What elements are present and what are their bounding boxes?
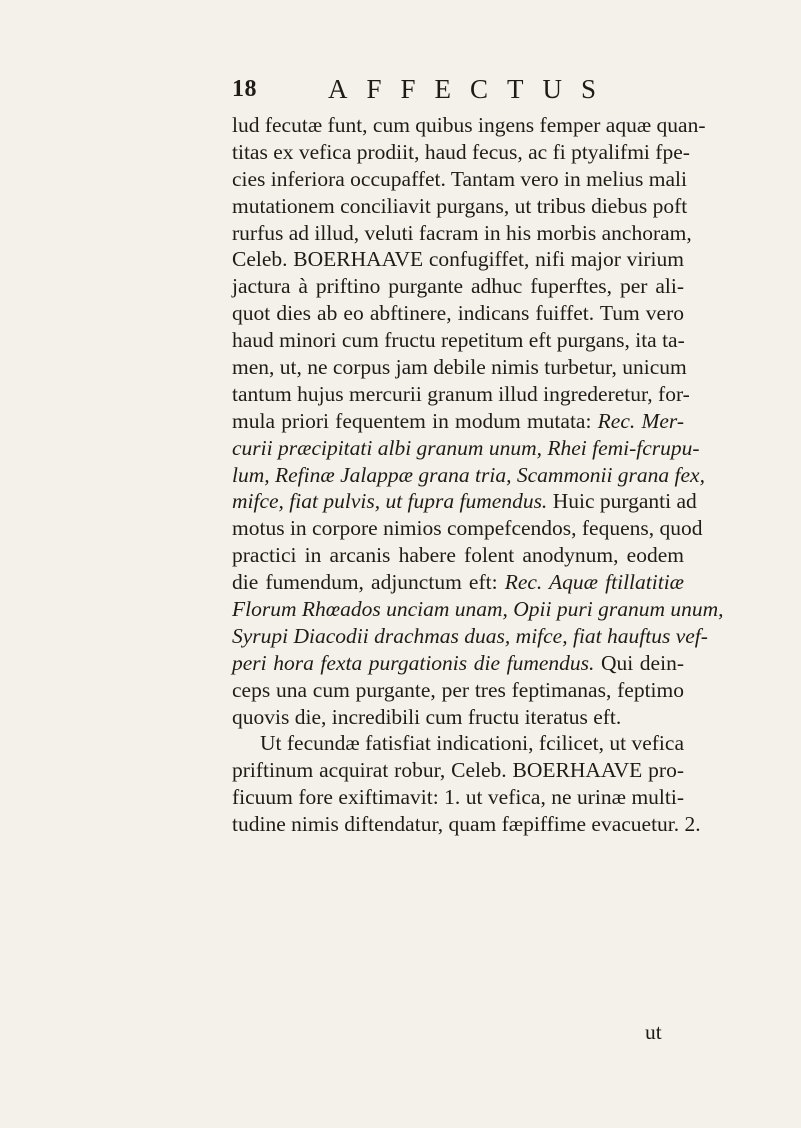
italic-text: lum, Refinæ Jalappæ grana tria, Scammonii grana fex,: [232, 462, 705, 487]
text-line: [232, 354, 687, 381]
text-segment: cies inferiora occupaffet. Tantam vero in melius mali: [232, 166, 688, 191]
text-segment: mula priori fequentem in modum mutata:: [232, 408, 598, 433]
italic-text: curii præcipitati albi granum unum, Rhei femi-fcrupu-: [232, 435, 700, 460]
text-segment: motus in corpore nimios compefcendos, fequens, quod: [232, 516, 703, 541]
text-segment: ficuum fore exiftimavit: 1. ut vefica, ne urinæ multi-: [232, 785, 684, 810]
text-segment: tantum hujus mercurii granum illud ingrederetur, for-: [232, 381, 690, 406]
text-line: [232, 193, 688, 220]
text-line: [232, 246, 684, 273]
text-segment: ceps una cum purgante, per tres feptimanas, feptimo: [232, 677, 684, 702]
text-segment: titas ex vefica prodiit, haud fecus, ac fi ptyalifmi fpe-: [232, 139, 690, 164]
text-line: [232, 488, 697, 515]
text-line: [232, 408, 684, 435]
text-line: [232, 220, 692, 247]
page-number: 18: [232, 76, 257, 102]
text-line: [232, 435, 700, 462]
text-segment: haud minori cum fructu repetitum eft purgans, ita ta-: [232, 328, 685, 353]
text-segment: practici in arcanis habere folent anodynum, eodem: [232, 543, 684, 568]
text-segment: Ut fecundæ fatisfiat indicationi, fcilicet, ut vefica: [260, 731, 684, 756]
body-text: [232, 112, 724, 838]
text-line: [232, 596, 724, 623]
italic-text: mifce, fiat pulvis, ut fupra fumendus.: [232, 489, 548, 514]
text-line: [232, 757, 684, 784]
text-line: [232, 381, 690, 408]
text-line: [232, 730, 684, 757]
text-segment: jactura à priftino purgante adhuc fuperftes, per ali-: [232, 274, 684, 299]
text-segment: rurfus ad illud, veluti facram in his morbis anchoram,: [232, 220, 692, 245]
text-line: [232, 704, 684, 731]
italic-text: Syrupi Diacodii drachmas duas, mifce, fiat hauftus vef-: [232, 623, 708, 648]
text-line: [232, 139, 690, 166]
text-line: [232, 784, 684, 811]
running-title: AFFECTUS: [328, 74, 616, 104]
text-line: [232, 515, 703, 542]
catchword: ut: [645, 1020, 662, 1044]
text-segment: mutationem conciliavit purgans, ut tribus diebus poft: [232, 193, 688, 218]
text-segment: tudine nimis diftendatur, quam fæpiffime evacuetur. 2.: [232, 812, 701, 837]
text-line: [232, 569, 684, 596]
text-segment: priftinum acquirat robur, Celeb. BOERHAAVE pro-: [232, 758, 684, 783]
text-segment: lud fecutæ funt, cum quibus ingens femper aquæ quan-: [232, 113, 706, 137]
page-header: [232, 76, 672, 112]
italic-text: peri hora fexta purgationis die fumendus.: [232, 650, 595, 675]
text-segment: quot dies ab eo abftinere, indicans fuiffet. Tum vero: [232, 301, 684, 326]
text-line: [232, 273, 684, 300]
text-line: [232, 542, 684, 569]
text-segment: Huic purganti ad: [547, 489, 697, 514]
text-line: [232, 112, 706, 139]
text-line: [232, 650, 684, 677]
italic-text: Rec. Mer-: [597, 408, 684, 433]
text-segment: quovis die, incredibili cum fructu iteratus eft.: [232, 704, 622, 729]
text-segment: men, ut, ne corpus jam debile nimis turbetur, unicum: [232, 355, 687, 380]
text-line: [232, 300, 684, 327]
text-line: [232, 623, 708, 650]
text-line: [232, 677, 684, 704]
text-segment: die fumendum, adjunctum eft:: [232, 570, 505, 595]
text-line: [232, 811, 701, 838]
text-segment: Celeb. BOERHAAVE confugiffet, nifi major virium: [232, 247, 684, 272]
text-segment: Qui dein-: [594, 650, 684, 675]
italic-text: Florum Rhœados unciam unam, Opii puri granum unum,: [232, 597, 724, 622]
text-line: [232, 462, 705, 489]
italic-text: Rec. Aquæ ftillatitiæ: [504, 570, 685, 595]
text-line: [232, 166, 688, 193]
text-line: [232, 327, 684, 354]
